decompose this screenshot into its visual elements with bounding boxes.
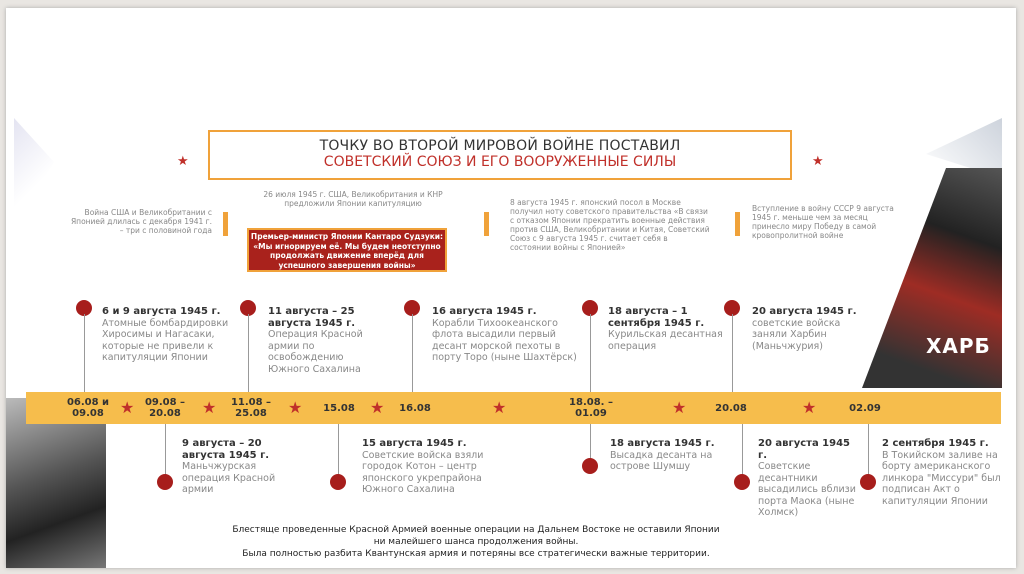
note-soviet-note: 8 августа 1945 г. японский посол в Москве получил ноту советского правительства «В связи с отказом Японии прекратить военные действия против США, Великобритании и Китая, Советский Союз с 9 августа 1945 г. считает себя в состоянии войны с Японией» [510, 198, 710, 252]
star-icon: ★ [492, 398, 507, 417]
event-top-1: 6 и 9 августа 1945 г. Атомные бомбардировки Хиросимы и Нагасаки, которые не привели к капитуляции Японии [102, 306, 229, 363]
event-stem [732, 314, 733, 392]
accent-bar [223, 212, 228, 236]
timeline-date: 09.08 – 20.08 [144, 397, 186, 419]
star-icon: ★ [288, 398, 303, 417]
event-stem [412, 314, 413, 392]
star-icon: ★ [672, 398, 687, 417]
quote-suzuki: Премьер-министр Японии Кантаро Судзуки: «Мы игнорируем её. Мы будем неотступно продолжать движение вперёд для успешного завершения войны» [247, 228, 447, 272]
event-marker [330, 474, 346, 490]
title-box [208, 130, 792, 180]
photo-sign-text: ХАРБ [926, 334, 991, 358]
event-top-5: 20 августа 1945 г. советские войска заняли Харбин (Маньчжурия) [752, 306, 857, 352]
event-bottom-4: 20 августа 1945 г. Советские десантники высадились вблизи порта Маока (ныне Холмск) [758, 438, 856, 518]
event-bottom-1: 9 августа – 20 августа 1945 г. Маньчжурская операция Красной армии [182, 438, 276, 495]
note-war-duration: Война США и Великобритании с Японией длилась с декабря 1941 г. – три с половиной года [70, 208, 212, 235]
star-icon: ★ [370, 398, 385, 417]
event-stem [248, 314, 249, 392]
footer-text [156, 524, 796, 560]
event-top-3: 16 августа 1945 г. Корабли Тихоокеанского флота высадили первый десант морской пехоты в порту Торо (ныне Шахтёрск) [432, 306, 577, 363]
timeline-date: 06.08 и 09.08 [66, 397, 110, 419]
accent-bar [735, 212, 740, 236]
timeline-date: 20.08 [715, 403, 747, 414]
event-top-4: 18 августа – 1 сентября 1945 г. Курильская десантная операция [608, 306, 723, 352]
footer-line: ни малейшего шанса продолжения войны. [373, 537, 579, 547]
accent-bar [484, 212, 489, 236]
event-bottom-2: 15 августа 1945 г. Советские войска взяли городок Котон – центр японского укрепрайона Южного Сахалина [362, 438, 484, 495]
event-bottom-3: 18 августа 1945 г. Высадка десанта на острове Шумшу [610, 438, 715, 472]
event-stem [84, 314, 85, 392]
star-icon: ★ [177, 154, 189, 169]
star-icon: ★ [802, 398, 817, 417]
timeline-date: 18.08. – 01.09 [569, 397, 613, 419]
star-icon: ★ [120, 398, 135, 417]
footer-line: Блестяще проведенные Красной Армией военные операции на Дальнем Востоке не оставили Японии [232, 525, 720, 535]
event-stem [590, 314, 591, 392]
note-entry: Вступление в войну СССР 9 августа 1945 г. меньше чем за месяц принесло миру Победу в самой кровопролитной войне [752, 204, 894, 240]
footer-line: Была полностью разбита Квантунская армия и потеряны все стратегически важные территории. [242, 549, 710, 559]
event-stem [742, 424, 743, 478]
star-icon: ★ [202, 398, 217, 417]
timeline-date: 11.08 – 25.08 [230, 397, 272, 419]
timeline-date: 02.09 [849, 403, 881, 414]
slide [6, 8, 1016, 568]
event-marker [157, 474, 173, 490]
event-bottom-5: 2 сентября 1945 г. В Токийском заливе на борту американского линкора "Миссури" был подписан Акт о капитуляции Японии [882, 438, 1001, 507]
note-potsdam: 26 июля 1945 г. США, Великобритания и КНР предложили Японии капитуляцию [263, 190, 443, 208]
star-icon: ★ [812, 154, 824, 169]
event-stem [868, 424, 869, 478]
title-line2: СОВЕТСКИЙ СОЮЗ И ЕГО ВООРУЖЕННЫЕ СИЛЫ [323, 154, 677, 170]
event-marker [582, 458, 598, 474]
title-line1: ТОЧКУ ВО ВТОРОЙ МИРОВОЙ ВОЙНЕ ПОСТАВИЛ [319, 138, 681, 154]
event-top-2: 11 августа – 25 августа 1945 г. Операция Красной армии по освобождению Южного Сахалина [268, 306, 363, 375]
timeline-date: 15.08 [323, 403, 355, 414]
timeline-date: 16.08 [399, 403, 431, 414]
event-marker [860, 474, 876, 490]
event-marker [734, 474, 750, 490]
decor-triangles-left [14, 118, 54, 228]
